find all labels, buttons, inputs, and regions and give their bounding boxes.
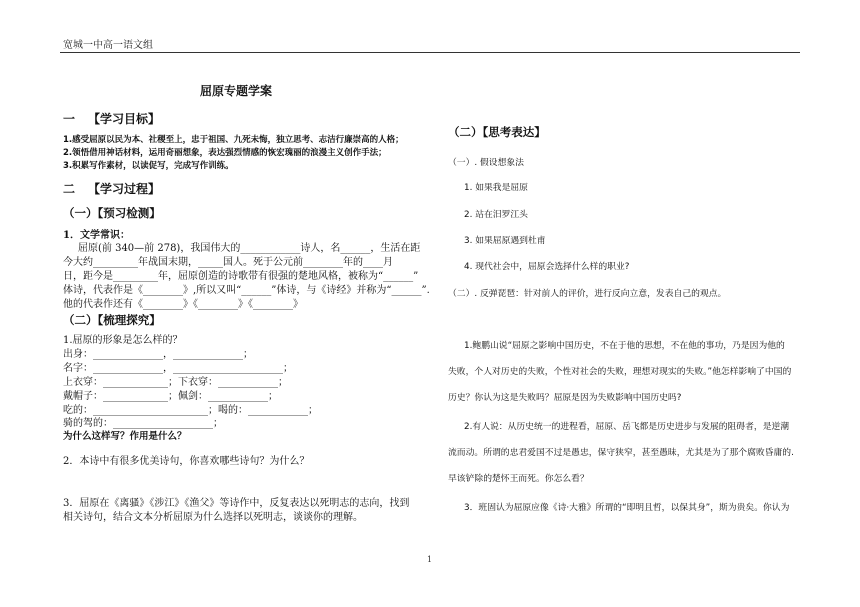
- imagine-item-1: 1. 如果我是屈原: [464, 183, 528, 193]
- literary-line-2: 今大约_________年战国末期，_____国人。死于公元前________年的____月: [63, 257, 393, 268]
- image-line-clothes: 上衣穿：_____________；下衣穿：____________；: [63, 377, 288, 388]
- prompt-2-line-2: 流而动。所谓的忠君爱国不过是愚忠，保守狭窄，甚至愚昧，尤其是为了那个腐败昏庸的.: [448, 448, 794, 458]
- goal-1: 1.感受屈原以民为本、社稷至上，忠于祖国、九死未悔，独立思考、志洁行廉崇高的人格；: [63, 135, 404, 145]
- prompt-2-line-1: 2.有人说：从历史统一的进程看，屈原、岳飞都是历史进步与发展的阻碍者，是逆潮: [464, 422, 790, 432]
- imagine-item-4: 4. 现代社会中，屈原会选择什么样的职业?: [464, 262, 630, 272]
- page-number: 1: [427, 555, 433, 564]
- image-line-name: 名字：______________，______________________；: [63, 363, 293, 374]
- method-imagine: （一）. 假设想象法: [448, 158, 524, 168]
- goal-2: 2.领悟借用神话材料，运用奇丽想象，表达强烈情感的恢宏瑰丽的浪漫主义创作手法；: [63, 148, 387, 158]
- literary-line-5: 他的代表作还有《________》《________》《________》: [63, 299, 303, 310]
- method-reverse: （二）. 反弹琵琶：针对前人的评价，进行反向立意，发表自己的观点。: [448, 289, 727, 299]
- question-2: 2．本诗中有很多优美诗句，你喜欢哪些诗句？为什么？: [63, 456, 310, 467]
- image-line-origin: 出身：______________，______________；: [63, 349, 253, 360]
- question-why: 为什么这样写？作用是什么？: [63, 431, 187, 442]
- question-3-line-2: 相关诗句，结合文本分析屈原为什么选择以死明志，谈谈你的理解。: [63, 512, 363, 523]
- subsection-preview-check: （一）【预习检测】: [63, 206, 161, 220]
- section-2-number: 二: [63, 182, 76, 196]
- image-line-ride: 骑的驾的：____________________；: [63, 418, 223, 429]
- question-image: 1.屈原的形象是怎么样的？: [63, 335, 183, 346]
- prompt-3-line-1: 3．班固认为屈原应像《诗·大雅》所谓的“即明且哲，以保其身”，斯为贵矣。你认为: [464, 503, 790, 513]
- header-rule: [60, 52, 800, 53]
- prompt-2-line-3: 早该铲除的楚怀王而死。你怎么看？: [448, 474, 589, 484]
- literary-line-1: 屈原(前 340—前 278)，我国伟大的____________诗人，名______，生活在距: [78, 243, 421, 254]
- document-title: 屈原专题学案: [200, 84, 273, 98]
- page-header: 宽城一中高一语文组: [63, 40, 153, 51]
- subsection-think-express: （二）【思考表达】: [448, 125, 546, 139]
- section-1-number: 一: [63, 112, 76, 126]
- question-3-line-1: 3．屈原在《离骚》《涉江》《渔父》等诗作中，反复表达以死明志的志向，找到: [63, 498, 410, 509]
- image-line-hat-sword: 戴帽子：_____________；佩剑：____________；: [63, 391, 278, 402]
- section-2-heading: 【学习过程】: [88, 182, 161, 196]
- prompt-1-line-2: 失败，个人对历史的失败，个性对社会的失败，理想对现实的失败。”他怎样影响了中国的: [448, 367, 792, 377]
- literary-knowledge-label: 1．文学常识：: [63, 230, 130, 241]
- prompt-1-line-3: 历史？你认为这是失败吗？屈原是因为失败影响中国历史吗?: [448, 393, 682, 403]
- prompt-1-line-1: 1.鲍鹏山说“屈原之影响中国历史，不在于他的思想，不在他的事功，乃是因为他的: [464, 341, 785, 351]
- section-1-heading: 【学习目标】: [88, 112, 161, 126]
- subsection-sort-explore: （二）【梳理探究】: [63, 313, 161, 327]
- imagine-item-2: 2. 站在汨罗江头: [464, 210, 528, 220]
- literary-line-4: 体诗，代表作是《________》,所以又叫“______”体诗，与《诗经》并称为“______”.: [63, 285, 430, 296]
- imagine-item-3: 3. 如果屈原遇到杜甫: [464, 236, 546, 246]
- goal-3: 3.积累写作素材，以读促写，完成写作训练。: [63, 161, 234, 171]
- image-line-food-drink: 吃的：_______________________；喝的：____________；: [63, 405, 318, 416]
- literary-line-3: 日，距今是_________年，屈原创造的诗歌带有很强的楚地风格，被称为“______”: [63, 271, 419, 282]
